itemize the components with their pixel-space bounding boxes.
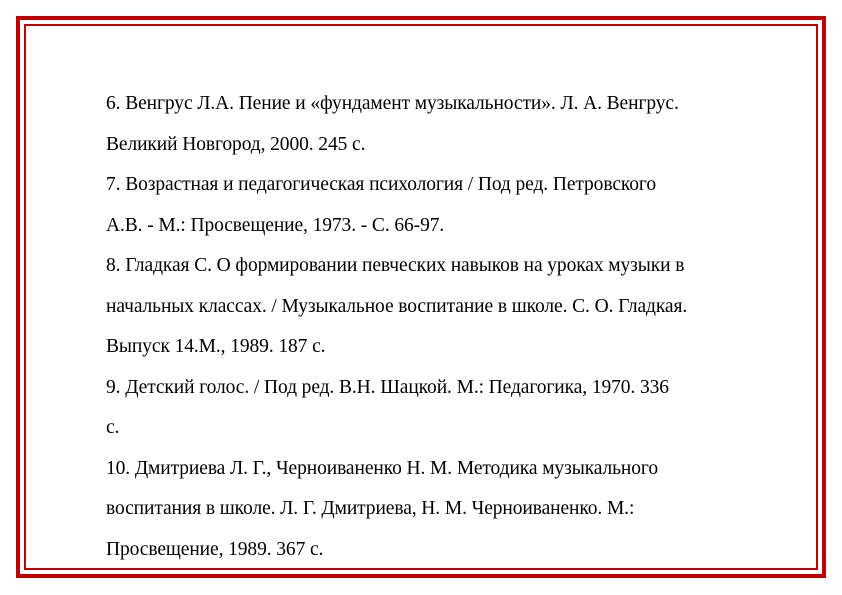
reference-8-line-3: Выпуск 14.М., 1989. 187 с. — [106, 336, 326, 357]
reference-6-line-2: Великий Новгород, 2000. 245 с. — [106, 133, 366, 155]
reference-9-line-2: с. — [106, 417, 120, 438]
reference-7-line-1: 7. Возрастная и педагогическая психология / Под ред. Петровского — [106, 174, 656, 195]
reference-8-line-2: начальных классах. / Музыкальное воспитание в школе. С. О. Гладкая. — [106, 295, 688, 317]
reference-9-line-1: 9. Детский голос. / Под ред. В.Н. Шацкой. М.: Педагогика, 1970. 336 — [106, 376, 669, 398]
reference-7-line-2: А.В. - М.: Просвещение, 1973. - С. 66-97. — [106, 214, 445, 236]
reference-8-line-1: 8. Гладкая С. О формировании певческих навыков на уроках музыки в — [106, 255, 685, 276]
reference-10-line-1: 10. Дмитриева Л. Г., Черноиваненко Н. М. Методика музыкального — [106, 457, 658, 479]
reference-10-line-3: Просвещение, 1989. 367 с. — [106, 538, 324, 560]
reference-10-line-2: воспитания в школе. Л. Г. Дмитриева, Н. М. Черноиваненко. М.: — [106, 498, 635, 519]
reference-6-line-1: 6. Венгрус Л.А. Пение и «фундамент музыкальности». Л. А. Венгрус. — [106, 93, 679, 114]
bibliography-list — [106, 84, 786, 570]
